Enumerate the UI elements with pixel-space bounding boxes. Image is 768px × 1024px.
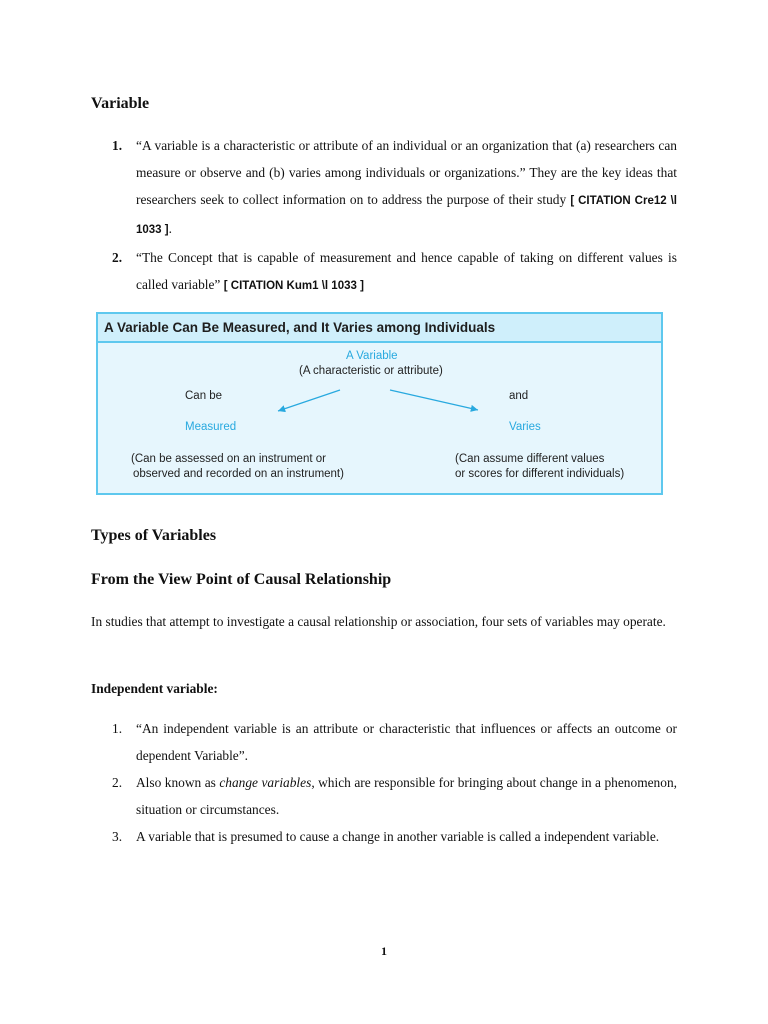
intro-paragraph: In studies that attempt to investigate a causal relationship or association, four sets of variables may operate. <box>91 614 666 629</box>
independent-variable-label: Independent variable: <box>91 681 218 696</box>
list-emphasis: change variables <box>219 775 312 790</box>
list-item <box>108 715 677 769</box>
list-text: “A variable is a characteristic or attribute of an individual or an organization that (a) researchers can measure or observe and (b) varies among individuals or organizations.” They are the key ideas that researchers seek to collect information on to address the purpose of their study <box>136 138 677 207</box>
list-text: Also known as <box>136 775 220 790</box>
list-item <box>108 244 677 300</box>
citation: [ CITATION Cre12 \l 1033 ] <box>136 195 677 236</box>
list-text: A variable that is presumed to cause a change in another variable is called a independent variable. <box>136 829 660 844</box>
figure-center-title: A Variable <box>346 350 398 362</box>
list-number: 2. <box>112 250 123 265</box>
list-tail: . <box>168 221 172 236</box>
variable-definitions-list <box>108 132 677 300</box>
section-heading-variable: Variable <box>91 95 150 112</box>
figure-left-label: Measured <box>185 421 237 433</box>
list-number: 3. <box>112 829 123 844</box>
section-subheading-causal: From the View Point of Causal Relationship <box>91 571 392 588</box>
figure-left-desc-2: observed and recorded on an instrument) <box>133 468 344 480</box>
list-item <box>108 823 677 850</box>
variable-figure <box>96 312 663 495</box>
right-arrow <box>390 390 478 410</box>
list-text: “An independent variable is an attribute or characteristic that influences or affects an outcome or dependent Variable”. <box>136 721 677 763</box>
figure-center-subtitle: (A characteristic or attribute) <box>299 365 443 377</box>
figure-right-top: and <box>509 390 529 402</box>
list-item <box>108 132 677 244</box>
list-number: 1. <box>112 721 123 736</box>
list-number: 1. <box>112 138 123 153</box>
figure-right-label: Varies <box>509 421 541 433</box>
figure-left-desc-1: (Can be assessed on an instrument or <box>131 453 326 465</box>
list-text: “The Concept that is capable of measurement and hence capable of taking on different values is called variable” <box>136 250 677 292</box>
figure-right-desc-1: (Can assume different values <box>455 453 605 465</box>
section-heading-types: Types of Variables <box>91 527 217 544</box>
left-arrow <box>278 390 340 411</box>
list-item <box>108 769 677 823</box>
figure-left-top: Can be <box>185 390 223 402</box>
figure-right-desc-2: or scores for different individuals) <box>455 468 625 480</box>
list-text-post: , which are responsible for bringing about change in a phenomenon, situation or circumstances. <box>136 775 677 817</box>
independent-variable-list <box>108 715 677 850</box>
figure-title: A Variable Can Be Measured, and It Varies among Individuals <box>98 314 661 343</box>
citation: [ CITATION Kum1 \l 1033 ] <box>223 280 364 292</box>
figure-body <box>98 343 661 493</box>
list-number: 2. <box>112 775 123 790</box>
page-number: 1 <box>381 944 387 958</box>
